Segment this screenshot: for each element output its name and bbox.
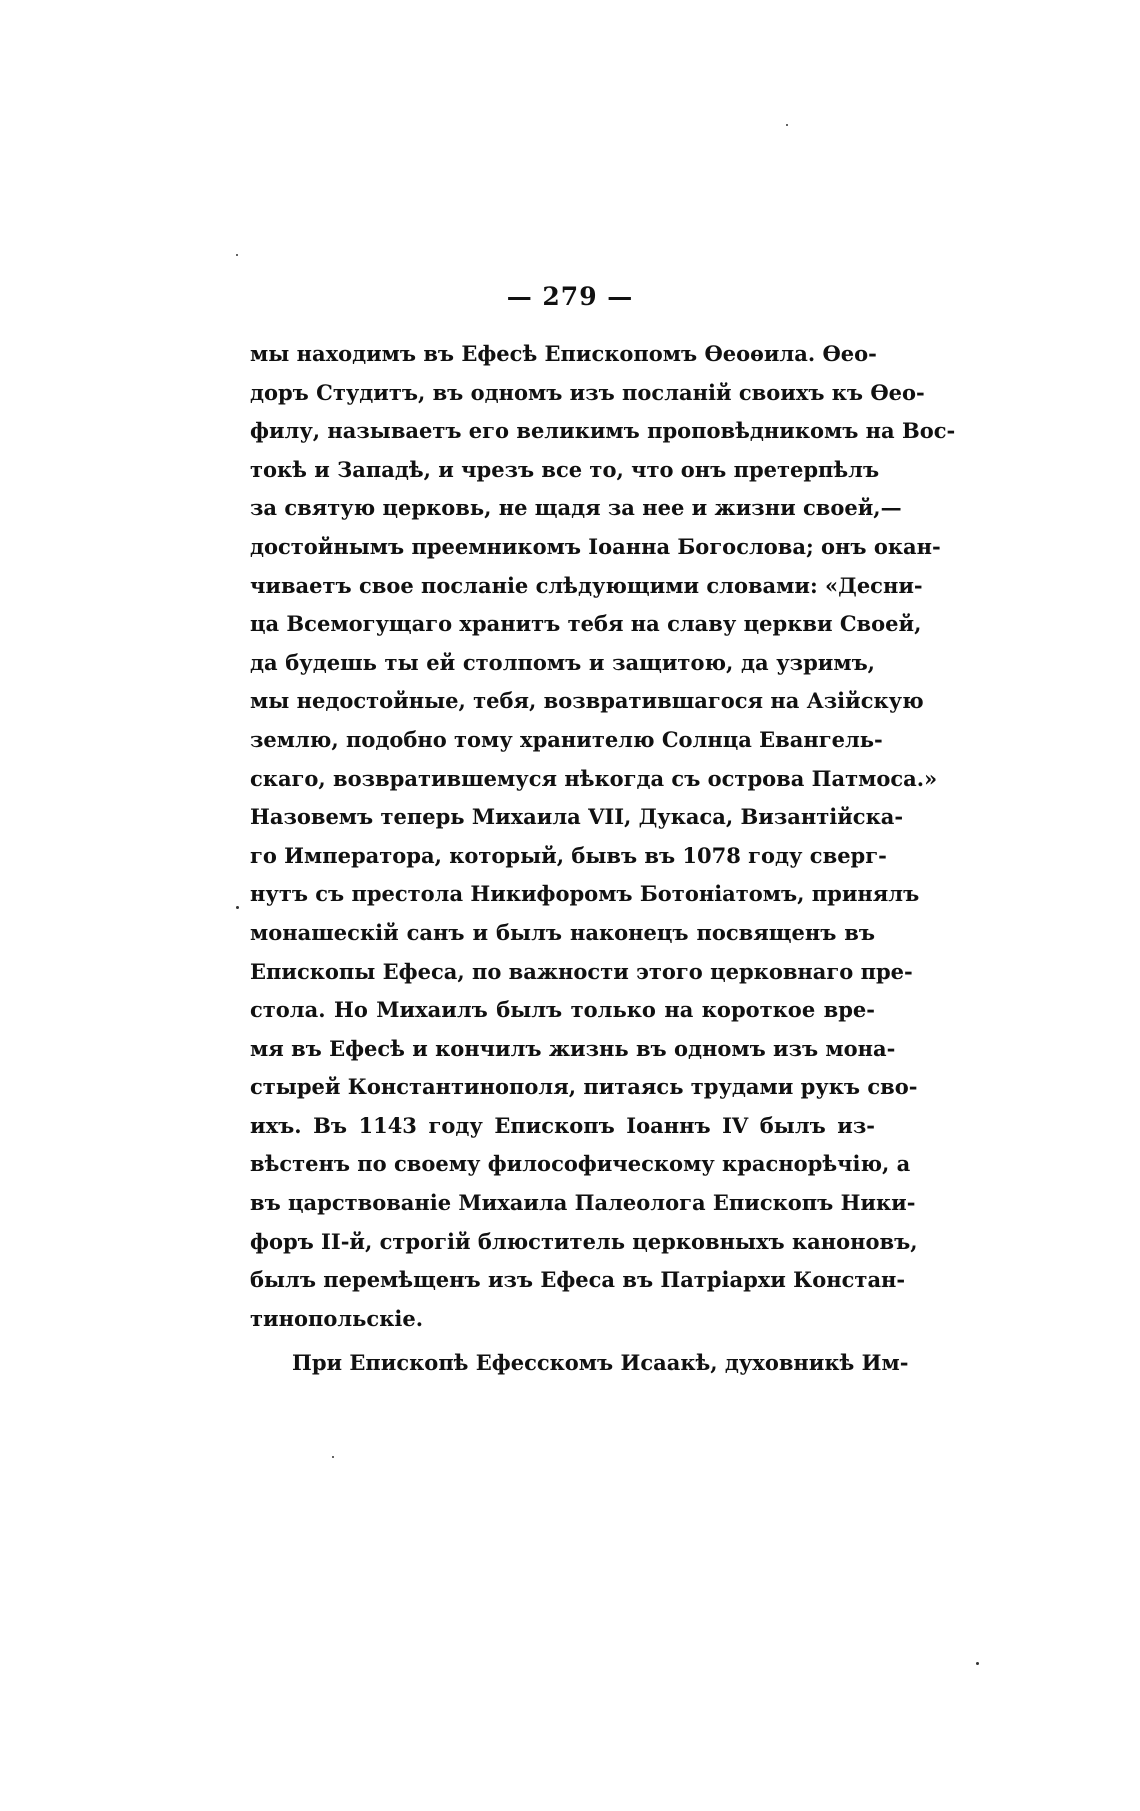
scan-speck (976, 1662, 979, 1665)
text-line: доръ Студитъ, въ одномъ изъ посланій своихъ къ Ѳео- (250, 379, 925, 405)
paragraph (250, 335, 956, 1338)
text-line: стырей Константинополя, питаясь трудами рукъ сво- (250, 1074, 918, 1100)
text-line: форъ II-й, строгій блюститель церковныхъ каноновъ, (250, 1228, 918, 1254)
text-line: былъ перемѣщенъ изъ Ефеса въ Патріархи Констан- (250, 1267, 906, 1293)
scan-speck (786, 124, 788, 126)
text-line: мя въ Ефесѣ и кончилъ жизнь въ одномъ изъ мона- (250, 1035, 896, 1061)
page-number: — 279 — (506, 282, 634, 311)
text-line: мы находимъ въ Ефесѣ Епископомъ Ѳеоѳила. Ѳео- (250, 341, 877, 366)
text-line: чиваетъ свое посланіе слѣдующими словами: «Десни- (250, 572, 923, 598)
text-line: нутъ съ престола Никифоромъ Ботоніатомъ, принялъ (250, 881, 920, 907)
text-line: ца Всемогущаго хранитъ тебя на славу церкви Своей, (250, 611, 922, 637)
text-line: Епископы Ефеса, по важности этого церковнаго пре- (250, 958, 913, 984)
text-line: ихъ. Въ 1143 году Епископъ Іоаннъ IV былъ из- (250, 1112, 875, 1138)
text-line: монашескій санъ и былъ наконецъ посвященъ въ (250, 919, 875, 945)
text-line: достойнымъ преемникомъ Іоанна Богослова; онъ окан- (250, 533, 941, 559)
text-line: землю, подобно тому хранителю Солнца Евангель- (250, 726, 883, 752)
scan-speck (332, 1456, 334, 1458)
paragraph (250, 1344, 909, 1383)
scan-speck (236, 254, 238, 256)
text-line: вѣстенъ по своему философическому краснорѣчію, а (250, 1151, 911, 1177)
text-line: При Епископѣ Ефесскомъ Исаакѣ, духовникѣ Им- (292, 1350, 909, 1376)
text-line: за святую церковь, не щадя за нее и жизни своей,— (250, 495, 902, 521)
text-line: скаго, возвратившемуся нѣкогда съ острова Патмоса.» (250, 765, 938, 791)
text-line: тинопольскіе. (250, 1305, 424, 1331)
scan-speck (236, 906, 239, 909)
text-line: филу, называетъ его великимъ проповѣдникомъ на Вос- (250, 418, 956, 444)
text-line: да будешь ты ей столпомъ и защитою, да узримъ, (250, 649, 875, 675)
text-line: Назовемъ теперь Михаила VII, Дукаса, Византійска- (250, 804, 904, 830)
text-line: въ царствованіе Михаила Палеолога Епископъ Ники- (250, 1190, 916, 1216)
text-line: мы недостойные, тебя, возвратившагося на Азійскую (250, 688, 924, 714)
text-line: токѣ и Западѣ, и чрезъ все то, что онъ претерпѣлъ (250, 456, 880, 482)
text-line: стола. Но Михаилъ былъ только на короткое вре- (250, 997, 875, 1023)
body-text (250, 335, 956, 1383)
text-line: го Императора, который, бывъ въ 1078 году сверг- (250, 842, 887, 868)
